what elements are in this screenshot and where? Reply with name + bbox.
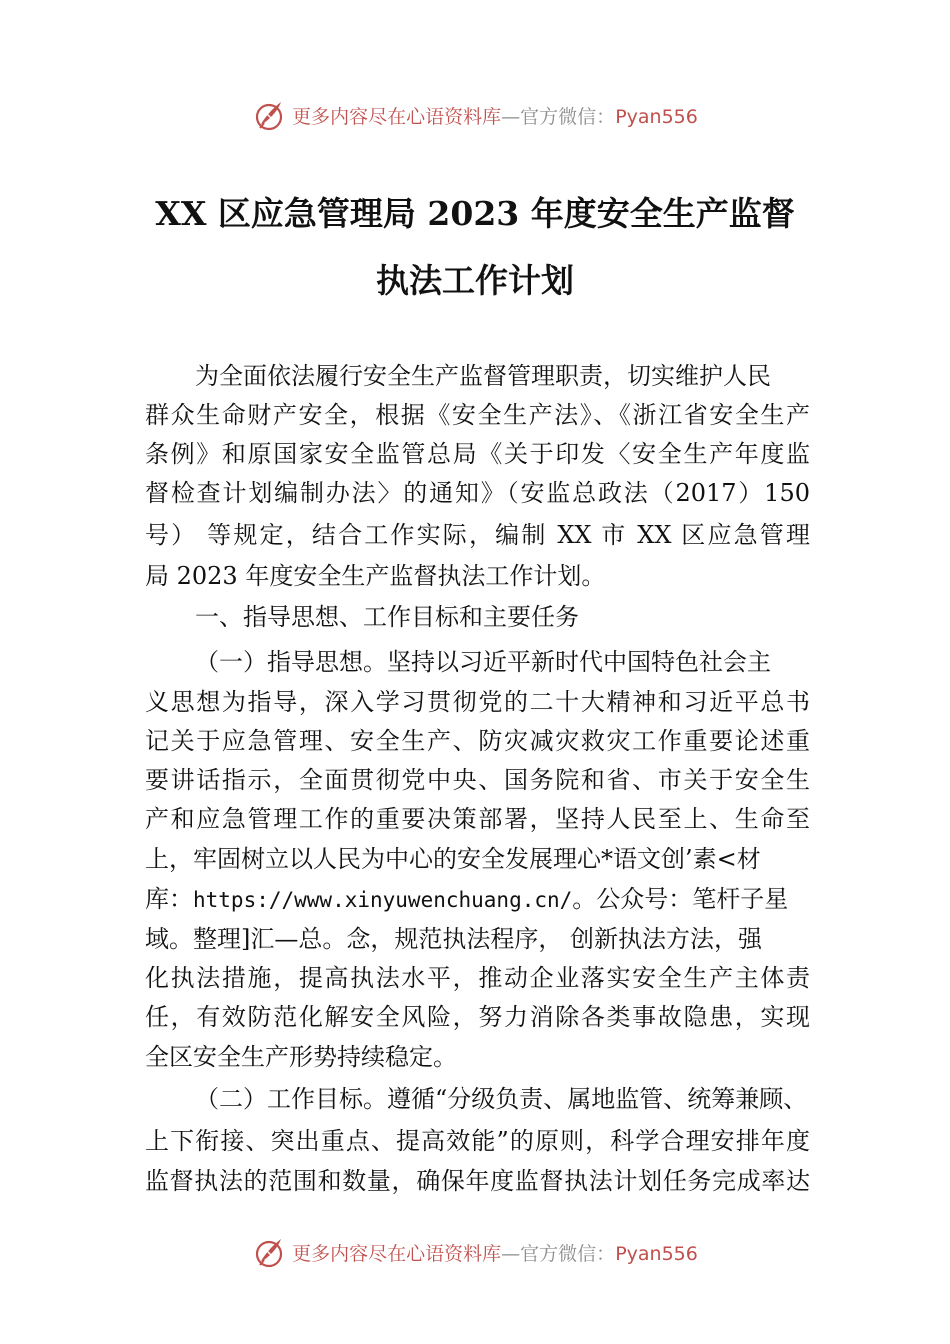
document-title-line-1: XX 区应急管理局 2023 年度安全生产监督 [155, 194, 795, 233]
watermark-text [292, 102, 698, 129]
body-line: 义思想为指导，深入学习贯彻党的二十大精神和习近平总书 [145, 688, 810, 716]
body-line: 局 2023 年度安全生产监督执法工作计划。 [145, 562, 606, 590]
body-line: 督检查计划编制办法〉的通知》（安监总政法（2017）150 [145, 479, 810, 507]
body-line: 产和应急管理工作的重要决策部署，坚持人民至上、生命至 [145, 805, 810, 833]
watermark-separator: — [501, 105, 521, 128]
subsection-heading-line: （二）工作目标。遵循“分级负责、属地监管、统筹兼顾、 [195, 1085, 808, 1113]
watermark-id: Pyan556 [615, 1242, 698, 1265]
body-line: 号） 等规定，结合工作实际，编制 XX 市 XX 区应急管理 [145, 521, 810, 549]
body-line: 监督执法的范围和数量，确保年度监督执法计划任务完成率达 [145, 1167, 810, 1195]
body-line: 条例》和原国家安全监管总局《关于印发〈安全生产年度监 [145, 440, 810, 468]
watermark-id: Pyan556 [615, 105, 698, 128]
section-heading: 一、指导思想、工作目标和主要任务 [195, 603, 579, 631]
quill-logo-icon [252, 1235, 286, 1269]
footer-watermark [0, 1232, 950, 1272]
watermark-prefix: 更多内容尽在心语资料库 [292, 1242, 502, 1265]
body-text-fragment: 。公众号：笔杆子星 [572, 885, 789, 913]
body-line: 上，牢固树立以人民为中心的安全发展理心*语文创’素<材 [145, 845, 761, 873]
watermark-separator: — [501, 1242, 521, 1265]
body-text-fragment: 库： [145, 885, 193, 913]
body-line: 任，有效防范化解安全风险，努力消除各类事故隐患，实现 [145, 1003, 810, 1031]
quill-logo-icon [252, 98, 286, 132]
body-line-with-url [145, 882, 788, 916]
body-line: 全区安全生产形势持续稳定。 [145, 1043, 457, 1071]
body-line: 要讲话指示，全面贯彻党中央、国务院和省、市关于安全生 [145, 766, 810, 794]
body-line: 群众生命财产安全，根据《安全生产法》、《浙江省安全生产 [145, 401, 810, 429]
url-text: https://www.xinyuwenchuang.cn/ [193, 888, 573, 912]
watermark-label: 官方微信： [520, 1242, 616, 1265]
body-line: 域。整理]汇—总。念，规范执法程序， 创新执法方法，强 [145, 925, 762, 953]
body-line: 为全面依法履行安全生产监督管理职责，切实维护人民 [195, 362, 771, 390]
watermark-label: 官方微信： [520, 105, 616, 128]
body-line: 记关于应急管理、安全生产、防灾减灾救灾工作重要论述重 [145, 727, 810, 755]
body-line: 上下衔接、突出重点、提高效能”的原则，科学合理安排年度 [145, 1127, 810, 1155]
watermark-prefix: 更多内容尽在心语资料库 [292, 105, 502, 128]
header-watermark [0, 95, 950, 135]
body-line: 化执法措施，提高执法水平，推动企业落实安全生产主体责 [145, 964, 810, 992]
document-title-line-2: 执法工作计划 [376, 261, 574, 300]
watermark-text [292, 1239, 698, 1266]
subsection-heading-line: （一）指导思想。坚持以习近平新时代中国特色社会主 [195, 648, 771, 676]
